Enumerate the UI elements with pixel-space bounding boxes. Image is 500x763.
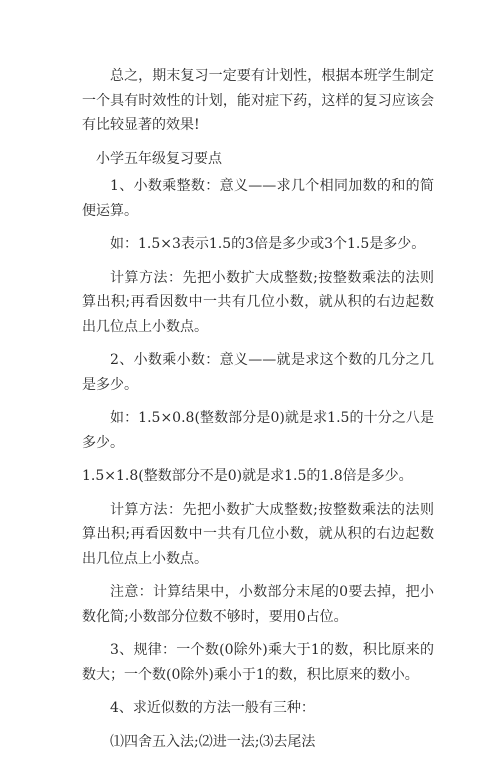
document-body (82, 64, 434, 763)
point-1-paragraph: 1、小数乘整数：意义——求几个相同加数的和的简便运算。 (82, 178, 434, 219)
example-2-paragraph: 如：1.5×0.8(整数部分是0)就是求1.5的十分之八是多少。 (82, 410, 434, 451)
method-1-paragraph: 计算方法：先把小数扩大成整数;按整数乘法的法则算出积;再看因数中一共有几位小数，就从积的右边起数出几位点上小数点。 (82, 269, 434, 335)
point-3-paragraph: 3、规律：一个数(0除外)乘大于1的数，积比原来的数大；一个数(0除外)乘小于1的数，积比原来的数小。 (82, 642, 434, 683)
summary-paragraph: 总之，期末复习一定要有计划性，根据本班学生制定一个具有时效性的计划，能对症下药，这样的复习应该会有比较显著的效果! (82, 68, 434, 133)
point-4-paragraph: 4、求近似数的方法一般有三种： (110, 700, 315, 716)
methods-list-paragraph: ⑴四舍五入法;⑵进一法;⑶去尾法 (110, 733, 316, 750)
example-3-paragraph: 1.5×1.8(整数部分不是0)就是求1.5的1.8倍是多少。 (82, 468, 413, 484)
example-1-paragraph: 如：1.5×3表示1.5的3倍是多少或3个1.5是多少。 (110, 236, 426, 252)
note-paragraph: 注意：计算结果中，小数部分末尾的0要去掉，把小数化简;小数部分位数不够时，要用0占位。 (82, 584, 434, 625)
method-2-paragraph: 计算方法：先把小数扩大成整数;按整数乘法的法则算出积;再看因数中一共有几位小数，就从积的右边起数出几位点上小数点。 (82, 501, 434, 567)
section-heading: 小学五年级复习要点 (96, 150, 222, 167)
point-2-paragraph: 2、小数乘小数：意义——就是求这个数的几分之几是多少。 (82, 352, 434, 393)
